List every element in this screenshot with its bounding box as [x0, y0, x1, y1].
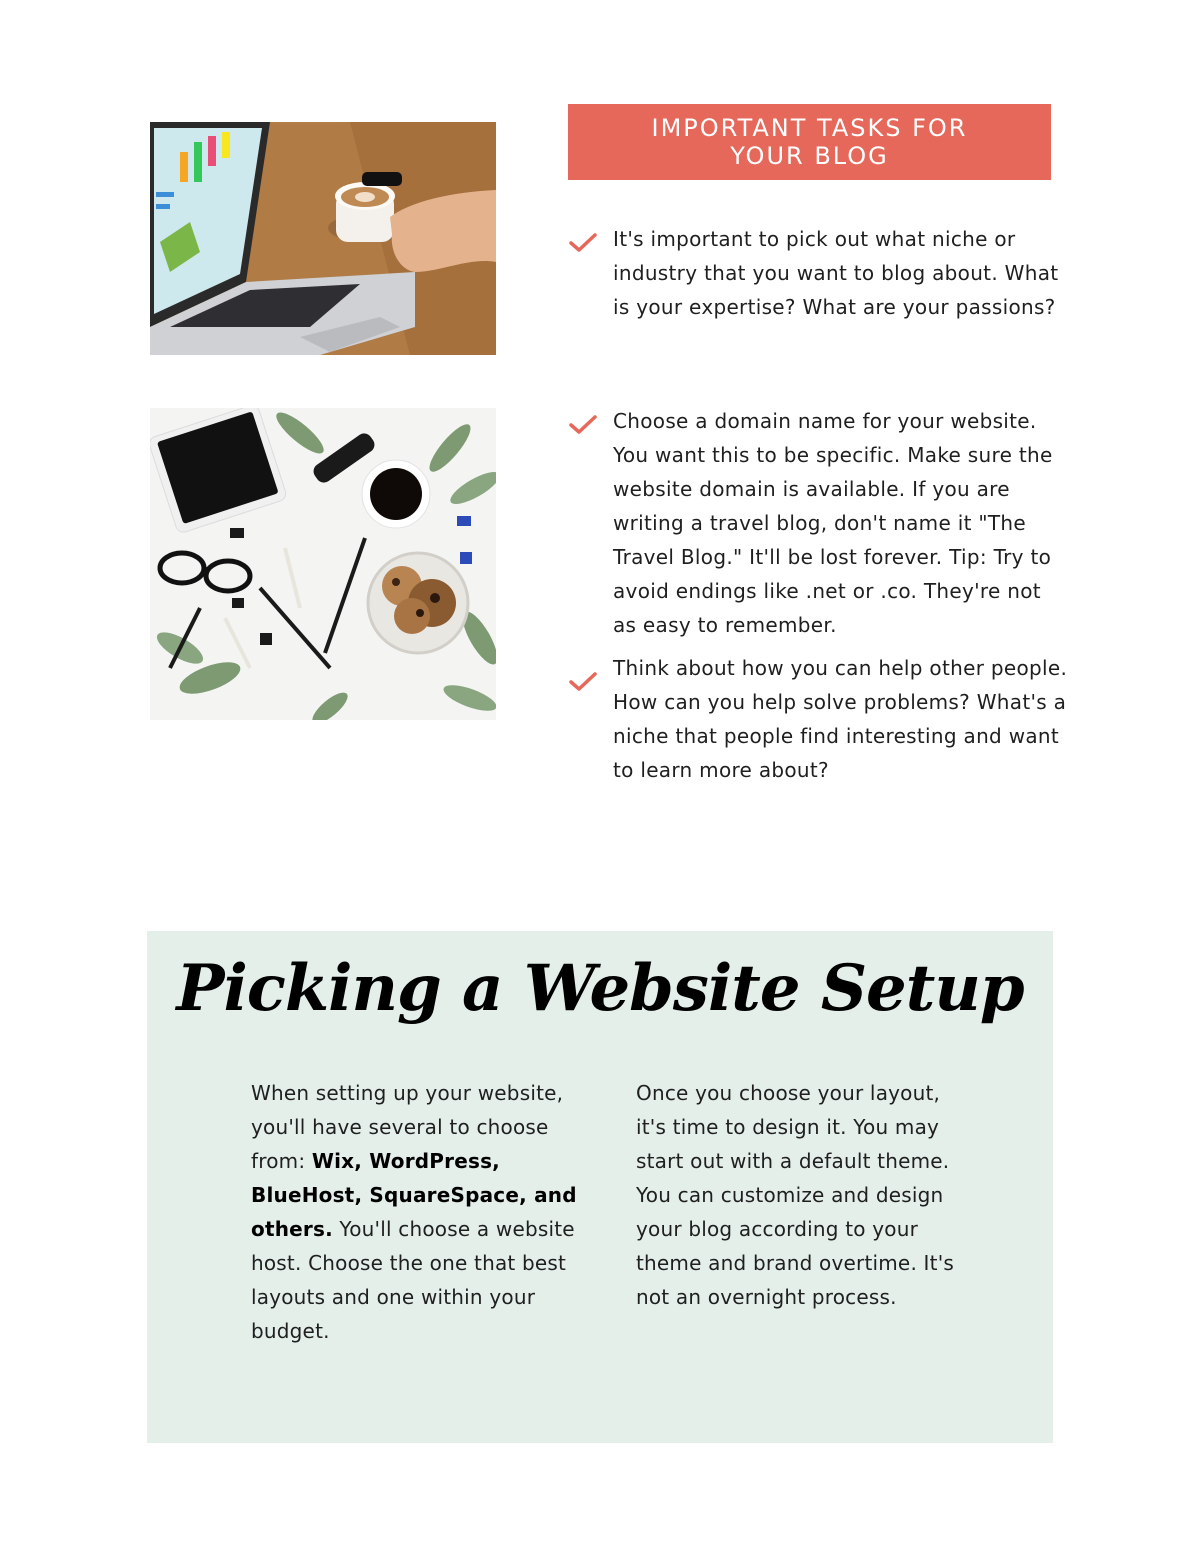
- task-text: Choose a domain name for your website. You want this to be specific. Make sure the website domain is available. If you are writing a travel blog, don't name it "The Travel Blog." It'll be lost forever. Tip: Try to avoid endings like .net or .co. They're not as easy to remember.: [613, 409, 1053, 637]
- left-column-text: [251, 1076, 581, 1348]
- check-icon: [568, 232, 598, 254]
- tasks-banner: [568, 104, 1051, 180]
- banner-title: IMPORTANT TASKS FOR YOUR BLOG: [651, 114, 968, 170]
- task-text: Think about how you can help other people. How can you help solve problems? What's a niche that people find interesting and want to learn more about?: [613, 656, 1068, 782]
- website-setup-panel: [147, 931, 1053, 1443]
- left-bold: Wix, WordPress, BlueHost, SquareSpace, and others.: [251, 1149, 577, 1241]
- laptop-coffee-photo: [150, 122, 496, 355]
- left-intro: When setting up your website, you'll have several to choose from:: [251, 1081, 564, 1173]
- left-rest: You'll choose a website host. Choose the one that best layouts and one within your budget.: [251, 1217, 575, 1343]
- desk-flatlay-photo: [150, 408, 496, 720]
- check-icon: [568, 671, 598, 693]
- right-column-text: Once you choose your layout, it's time to design it. You may start out with a default theme. You can customize and design your blog according to your theme and brand overtime. It's not an overnight process.: [636, 1081, 955, 1309]
- section-title: Picking a Website Setup: [176, 951, 1024, 1026]
- check-icon: [568, 414, 598, 436]
- task-text: It's important to pick out what niche or industry that you want to blog about. What is your expertise? What are your passions?: [613, 227, 1059, 319]
